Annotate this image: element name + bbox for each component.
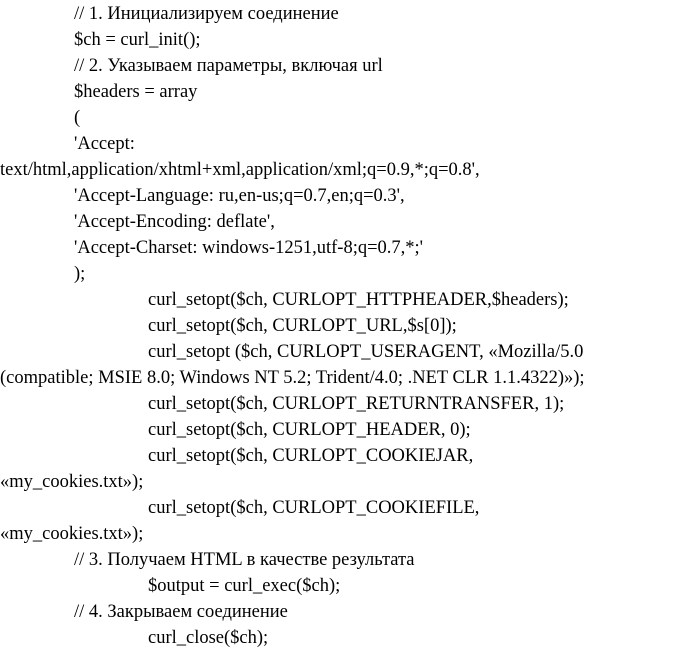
code-line: text/html,application/xhtml+xml,application/xml;q=0.9,*;q=0.8', <box>0 160 480 180</box>
code-line: curl_close($ch); <box>148 628 269 648</box>
code-line: $output = curl_exec($ch); <box>148 576 341 596</box>
code-line: $headers = array <box>74 82 198 102</box>
code-line: curl_setopt($ch, CURLOPT_COOKIEJAR, <box>148 446 474 466</box>
code-line: «my_cookies.txt»); <box>0 524 144 544</box>
code-line: curl_setopt($ch, CURLOPT_HEADER, 0); <box>148 420 471 440</box>
code-line: ( <box>74 108 81 128</box>
code-line: 'Accept-Charset: windows-1251,utf-8;q=0.7,*;' <box>74 238 424 258</box>
code-line: «my_cookies.txt»); <box>0 472 144 492</box>
code-line: // 2. Указываем параметры, включая url <box>74 56 383 76</box>
code-line: // 4. Закрываем соединение <box>74 602 288 622</box>
code-line: (compatible; MSIE 8.0; Windows NT 5.2; Trident/4.0; .NET CLR 1.1.4322)»); <box>0 368 585 388</box>
code-line: curl_setopt($ch, CURLOPT_RETURNTRANSFER, 1); <box>148 394 565 414</box>
code-line: curl_setopt($ch, CURLOPT_URL,$s[0]); <box>148 316 457 336</box>
code-line: ); <box>74 264 86 284</box>
code-line: curl_setopt($ch, CURLOPT_COOKIEFILE, <box>148 498 480 518</box>
code-line: 'Accept-Encoding: deflate', <box>74 212 275 232</box>
code-line: 'Accept: <box>74 134 135 154</box>
code-line: curl_setopt ($ch, CURLOPT_USERAGENT, «Mozilla/5.0 <box>148 342 584 362</box>
code-line: // 3. Получаем HTML в качестве результата <box>74 550 415 570</box>
code-line: 'Accept-Language: ru,en-us;q=0.7,en;q=0.3', <box>74 186 405 206</box>
code-line: // 1. Инициализируем соединение <box>74 4 339 24</box>
code-line: $ch = curl_init(); <box>74 30 201 50</box>
code-line: curl_setopt($ch, CURLOPT_HTTPHEADER,$headers); <box>148 290 569 310</box>
